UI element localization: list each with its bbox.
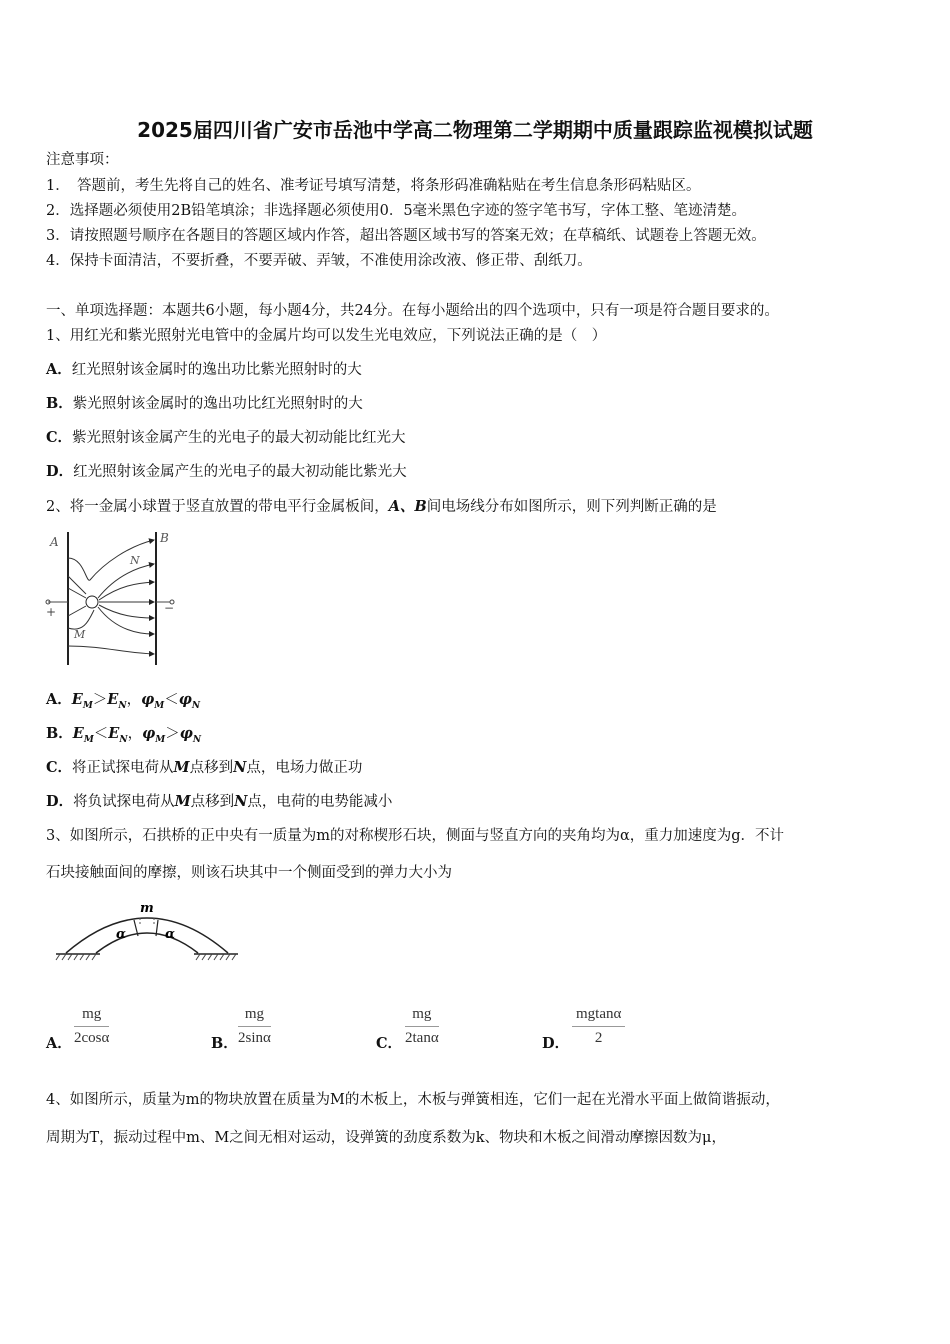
page-title: 2025届四川省广安市岳池中学高二物理第二学期期中质量跟踪监视模拟试题 <box>137 118 813 142</box>
q4-stem-line1: 4、如图所示，质量为m的物块放置在质量为M的木板上，木板与弹簧相连，它们一起在光滑水平面上做简谐振动， <box>46 1092 780 1108</box>
q3-option-d-label: D． <box>542 1035 570 1052</box>
svg-text:B: B <box>160 531 169 545</box>
svg-text:α: α <box>165 927 176 942</box>
q3-option-b-label: B． <box>211 1035 238 1052</box>
svg-text:−: − <box>164 601 175 615</box>
q2-stem: 2、将一金属小球置于竖直放置的带电平行金属板间，A、B间电场线分布如图所示，则下列判断正确的是 <box>46 498 717 515</box>
svg-text:N: N <box>130 554 140 567</box>
q1-option-d: D．红光照射该金属产生的光电子的最大初动能比紫光大 <box>46 463 407 480</box>
svg-text:M: M <box>74 628 86 641</box>
q3-stem-line1: 3、如图所示，石拱桥的正中央有一质量为m的对称楔形石块，侧面与竖直方向的夹角均为α，重力加速度为g．不计 <box>46 828 785 844</box>
q1-option-b: B．紫光照射该金属时的逸出功比红光照射时的大 <box>46 395 363 412</box>
q3-option-b-fraction: $\frac{mg}{2\sin\alpha}$ <box>238 1006 271 1046</box>
svg-text:A: A <box>50 535 59 549</box>
q4-stem-line2: 周期为T，振动过程中m、M之间无相对运动，设弹簧的劲度系数为k、物块和木板之间滑动摩擦因数为μ， <box>46 1130 726 1146</box>
q2-option-d: D．将负试探电荷从M点移到N点，电荷的电势能减小 <box>46 793 393 810</box>
svg-text:α: α <box>116 927 127 942</box>
q2-option-b: B．$E_M<E_N$，$\varphi_M>\varphi_N$ <box>46 725 202 745</box>
q3-option-a-fraction: $\frac{mg}{2\cos\alpha}$ <box>74 1006 110 1046</box>
stone-arch-figure <box>52 898 244 970</box>
q3-option-c-label: C． <box>376 1035 403 1052</box>
notice-item: 1． 答题前，考生先将自己的姓名、准考证号填写清楚，将条形码准确粘贴在考生信息条形码粘贴区。 <box>46 178 701 194</box>
q1-stem: 1、用红光和紫光照射光电管中的金属片均可以发生光电效应，下列说法正确的是（ ） <box>46 328 607 344</box>
q3-option-c-fraction: $\frac{mg}{2\tan\alpha}$ <box>405 1006 439 1046</box>
notice-item: 3．请按照题号顺序在各题目的答题区域内作答，超出答题区域书写的答案无效；在草稿纸、试题卷上答题无效。 <box>46 228 766 244</box>
q3-option-d-fraction: $\frac{mgtan\alpha}{2}$ <box>572 1006 625 1047</box>
q2-option-c: C．将正试探电荷从M点移到N点，电场力做正功 <box>46 759 363 776</box>
notice-item: 4．保持卡面清洁，不要折叠，不要弄破、弄皱，不准使用涂改液、修正带、刮纸刀。 <box>46 253 592 269</box>
svg-text:+: + <box>46 605 57 619</box>
notice-heading: 注意事项： <box>46 152 119 168</box>
notice-item: 2．选择题必须使用2B铅笔填涂；非选择题必须使用0．5毫米黑色字迹的签字笔书写，字体工整、笔迹清楚。 <box>46 203 747 219</box>
q1-option-a: A．红光照射该金属时的逸出功比紫光照射时的大 <box>46 361 362 378</box>
q3-stem-line2: 石块接触面间的摩擦，则该石块其中一个侧面受到的弹力大小为 <box>46 865 452 881</box>
svg-text:m: m <box>140 901 154 916</box>
q1-option-c: C．紫光照射该金属产生的光电子的最大初动能比红光大 <box>46 429 406 446</box>
q2-option-a: A．$E_M>E_N$，$\varphi_M<\varphi_N$ <box>46 691 201 711</box>
section-heading: 一、单项选择题：本题共6小题，每小题4分，共24分。在每小题给出的四个选项中，只有一项是符合题目要求的。 <box>46 303 779 319</box>
q3-option-a-label: A． <box>46 1035 72 1052</box>
electric-field-figure <box>44 528 184 668</box>
